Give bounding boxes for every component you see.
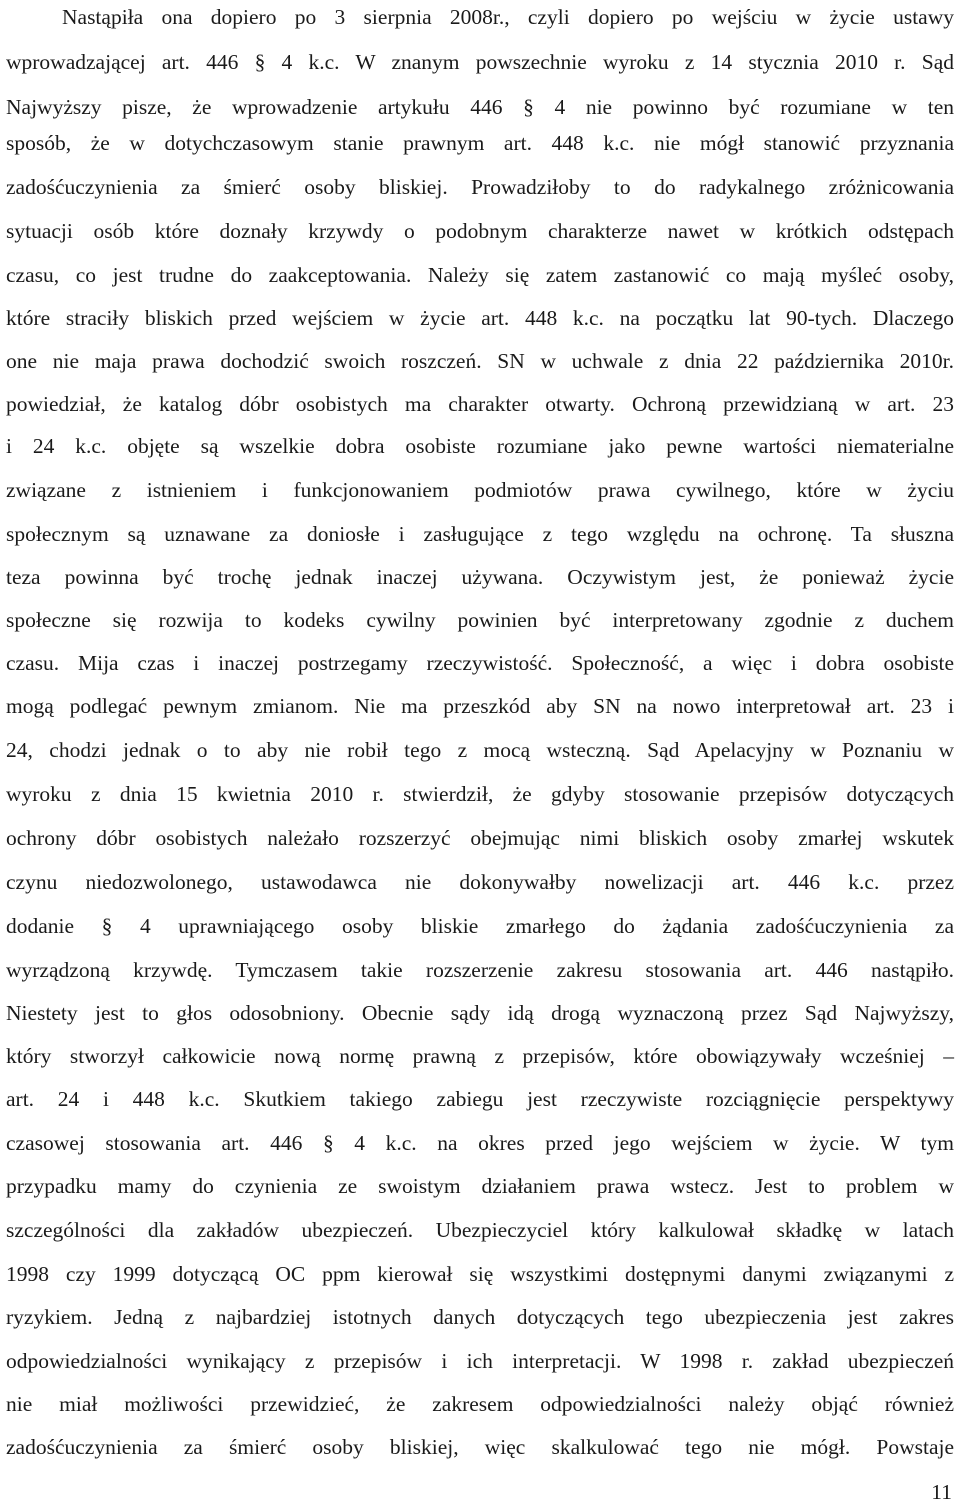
text-line: sytuacji osób które doznały krzywdy o podobnym charakterze nawet w krótkich odstępach [6,219,954,243]
text-line: zadośćuczynienia za śmierć osoby bliskiej, więc skalkulować tego nie mógł. Powstaje [6,1435,954,1459]
page-number: 11 [931,1480,952,1504]
text-line: które straciły bliskich przed wejściem w życie art. 448 k.c. na początku lat 90-tych. Dlaczego [6,306,954,330]
text-line: sposób, że w dotychczasowym stanie prawnym art. 448 k.c. nie mógł stanowić przyznania [6,131,954,155]
text-line: dodanie § 4 uprawniającego osoby bliskie zmarłego do żądania zadośćuczynienia za [6,914,954,938]
text-line: czasu, co jest trudne do zaakceptowania. Należy się zatem zastanowić co mają myśleć osoby, [6,263,954,287]
text-line: ochrony dóbr osobistych należało rozszerzyć obejmując nimi bliskich osoby zmarłej wskutek [6,826,954,850]
text-line: mogą podlegać pewnym zmianom. Nie ma przeszkód aby SN na nowo interpretował art. 23 i [6,694,954,718]
text-line: ryzykiem. Jedną z najbardziej istotnych danych dotyczących tego ubezpieczenia jest zakres [6,1305,954,1329]
text-line: odpowiedzialności wynikający z przepisów i ich interpretacji. W 1998 r. zakład ubezpieczeń [6,1349,954,1373]
text-line: który stworzył całkowicie nową normę prawną z przepisów, które obowiązywały wcześniej – [6,1044,954,1068]
text-line: powiedział, że katalog dóbr osobistych ma charakter otwarty. Ochroną przewidzianą w art. 23 [6,392,954,416]
text-line: przypadku mamy do czynienia ze swoistym działaniem prawa wstecz. Jest to problem w [6,1174,954,1198]
text-line: społeczne się rozwija to kodeks cywilny powinien być interpretowany zgodnie z duchem [6,608,954,632]
text-line: Nastąpiła ona dopiero po 3 sierpnia 2008r., czyli dopiero po wejściu w życie ustawy [62,5,954,29]
text-line: Najwyższy pisze, że wprowadzenie artykułu 446 § 4 nie powinno być rozumiane w ten [6,95,954,119]
text-line: art. 24 i 448 k.c. Skutkiem takiego zabiegu jest rzeczywiste rozciągnięcie perspektywy [6,1087,954,1111]
text-line: czynu niedozwolonego, ustawodawca nie dokonywałby nowelizacji art. 446 k.c. przez [6,870,954,894]
text-line: 24, chodzi jednak o to aby nie robił tego z mocą wsteczną. Sąd Apelacyjny w Poznaniu w [6,738,954,762]
text-line: czasowej stosowania art. 446 § 4 k.c. na okres przed jego wejściem w życie. W tym [6,1131,954,1155]
text-line: 1998 czy 1999 dotyczącą OC ppm kierował się wszystkimi dostępnymi danymi związanymi z [6,1262,954,1286]
text-line: one nie maja prawa dochodzić swoich roszczeń. SN w uchwale z dnia 22 października 2010r. [6,349,954,373]
text-line: wyroku z dnia 15 kwietnia 2010 r. stwierdził, że gdyby stosowanie przepisów dotyczących [6,782,954,806]
text-line: teza powinna być trochę jednak inaczej używana. Oczywistym jest, że ponieważ życie [6,565,954,589]
text-line: Niestety jest to głos odosobniony. Obecnie sądy idą drogą wyznaczoną przez Sąd Najwyższy, [6,1001,954,1025]
text-line: zadośćuczynienia za śmierć osoby bliskiej. Prowadziłoby to do radykalnego zróżnicowania [6,175,954,199]
text-line: wyrządzoną krzywdę. Tymczasem takie rozszerzenie zakresu stosowania art. 446 nastąpiło. [6,958,954,982]
text-line: nie miał możliwości przewidzieć, że zakresem odpowiedzialności należy objąć również [6,1392,954,1416]
text-line: szczególności dla zakładów ubezpieczeń. Ubezpieczyciel który kalkulował składkę w latach [6,1218,954,1242]
text-line: wprowadzającej art. 446 § 4 k.c. W znanym powszechnie wyroku z 14 stycznia 2010 r. Sąd [6,50,954,74]
text-line: i 24 k.c. objęte są wszelkie dobra osobiste rozumiane jako pewne wartości niematerialne [6,434,954,458]
text-line: czasu. Mija czas i inaczej postrzegamy rzeczywistość. Społeczność, a więc i dobra osobiste [6,651,954,675]
text-line: związane z istnieniem i funkcjonowaniem podmiotów prawa cywilnego, które w życiu [6,478,954,502]
text-line: społecznym są uznawane za doniosłe i zasługujące z tego względu na ochronę. Ta słuszna [6,522,954,546]
